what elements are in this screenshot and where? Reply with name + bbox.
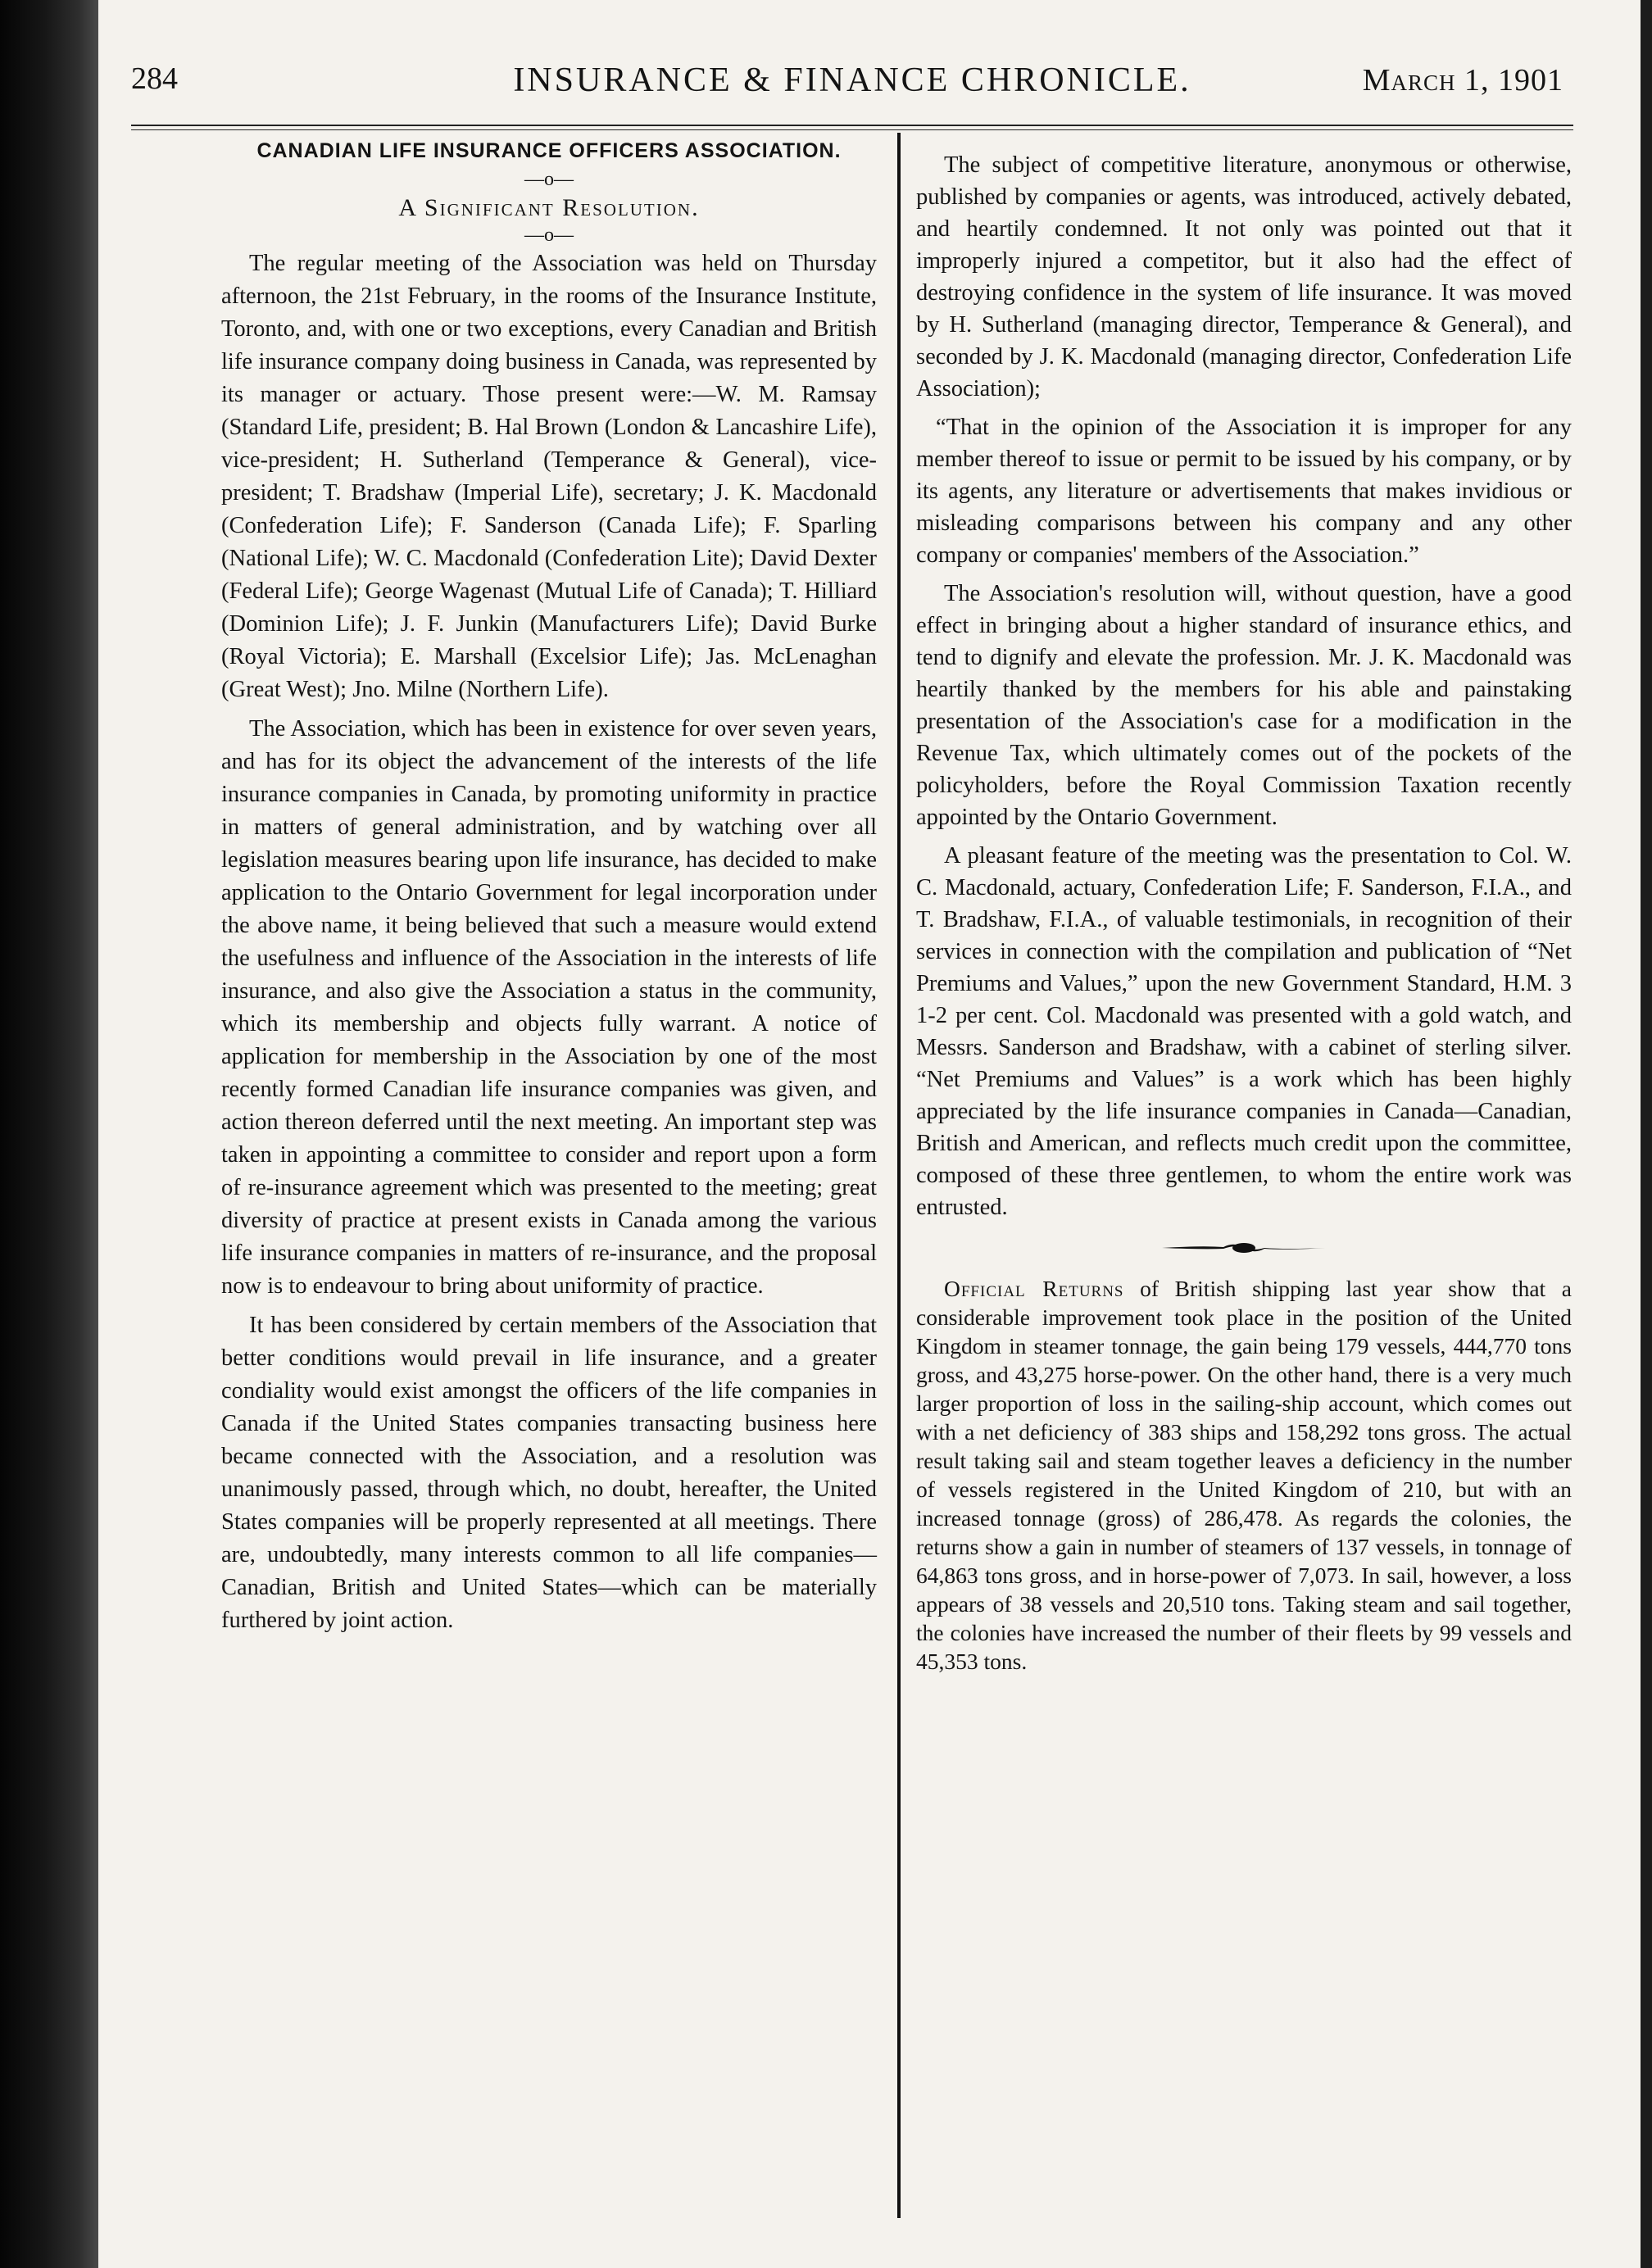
paragraph-meeting: The regular meeting of the Association was held on Thursday afternoon, the 21st February, in the rooms of the Insurance Institute, Toronto, and, with one or two exceptions, every Canadian and British life insurance company doing business in Canada, was represented by its manager or actuary. Those present were:—W. M. Ramsay (Standard Life, president; B. Hal Brown (London & Lancashire Life), vice-president; H. Sutherland (Temperance & General), vice-president; T. Bradshaw (Imperial Life), secretary; J. K. Macdonald (Confederation Life); F. Sanderson (Canada Life); F. Sparling (National Life); W. C. Macdonald (Confederation Lite); David Dexter (Federal Life); George Wagenast (Mutual Life of Canada); T. Hilliard (Dominion Life); J. F. Junkin (Manufacturers Life); David Burke (Royal Victoria); E. Marshall (Excelsior Life); Jas. McLenaghan (Great West); Jno. Milne (Northern Life). [221,251,877,702]
paragraph-competitive-literature: The subject of competitive literature, anonymous or otherwise, published by companies or agents, was introduced, actively debated, and heartily condemned. It not only was pointed out that it improperly injured a competitor, but it also had the effect of destroying confidence in the system of life insurance. It was moved by H. Sutherland (managing director, Temperance & General), and seconded by J. K. Macdonald (managing director, Confederation Life Association); [916,152,1572,401]
paragraph-incorporation: The Association, which has been in existence for over seven years, and has for its object the advancement of the interests of the life insurance companies in Canada, by promoting uniformity in practice in matters of general administration, and by watching over all legislation measures bearing upon life insurance, has decided to make application to the Ontario Government for legal incorporation under the above name, it being believed that such a measure would extend the usefulness and influence of the Association in the interests of life insurance, and also give the Association a status in the community, which its membership and objects fully warrant. A notice of application for membership in the Association by one of the most recently formed Canadian life insurance companies was given, and action thereon deferred until the next meeting. An important step was taken in appointing a committee to consider and report upon a form of re-insurance agreement which was presented to the meeting; great diversity of practice at present exists in Canada among the various life insurance companies in matters of re-insurance, and the proposal now is to endeavour to bring about uniformity of practice. [221,716,877,1299]
paragraph-resolution-quote: “That in the opinion of the Association it is improper for any member thereof to issue or permit to be issued by his company, or by its agents, any literature or advertisements that makes invidious or misleading comparisons between his company and any other company or companies' members of the Association.” [916,415,1572,568]
journal-title: INSURANCE & FINANCE CHRONICLE. [513,61,1191,99]
header-rule [131,125,1573,130]
shipping-returns-paragraph [916,1274,1572,1676]
paragraph-testimonials: A pleasant feature of the meeting was the presentation to Col. W. C. Macdonald, actuary, Confederation Life; F. Sanderson, F.I.A., and T. Bradshaw, F.I.A., of valuable testimonials, in recognition of their services in connection with the compilation and publication of “Net Premiums and Values,” upon the new Government Standard, H.M. 3 1-2 per cent. Col. Macdonald was presented with a gold watch, and Messrs. Sanderson and Bradshaw, with a cabinet of sterling silver. “Net Premiums and Values” is a work which has been highly appreciated by the life insurance companies in Canada—Canadian, British and American, and reflects much credit upon the committee, composed of these three gentlemen, to whom the entire work was entrusted. [916,843,1572,1220]
article-title: CANADIAN LIFE INSURANCE OFFICERS ASSOCIATION. [256,139,842,162]
column-rule [897,133,901,2218]
right-column [916,149,1572,1682]
section-divider-ornament [1162,1240,1326,1256]
shipping-text: of British shipping last year show that a considerable improvement took place in the position of the United Kingdom in steamer tonnage, the gain being 179 vessels, 444,770 tons gross, and 43,275 horse-power. On the other hand, there is a very much larger proportion of loss in the sailing-ship account, which comes out with a net deficiency of 383 ships and 158,292 tons gross. The actual result taking sail and steam together leaves a deficiency in the number of vessels registered in the United Kingdom of 210, but with an increased tonnage (gross) of 286,478. As regards the colonies, the returns show a gain in number of steamers of 137 vessels, in tonnage of 64,863 tons gross, and in horse-power of 7,073. In sail, however, a loss appears of 38 vessels and 20,510 tons. Taking steam and sail together, the colonies have increased the number of their fleets by 99 vessels and 45,353 tons. [916,1276,1572,1674]
page-number: 284 [131,61,178,96]
title-ornament: —o— [524,169,574,190]
issue-date: March 1, 1901 [1362,63,1564,98]
left-column [221,134,877,1644]
shipping-lead: Official Returns [944,1276,1124,1301]
subtitle-ornament: —o— [524,225,574,246]
running-head [131,61,1573,110]
article-subtitle: A Significant Resolution. [398,194,700,221]
book-binding-shadow [0,0,98,2268]
paragraph-united-states: It has been considered by certain members of the Association that better conditions would prevail in life insurance, and a greater condiality would exist amongst the officers of the life companies in Canada if the United States companies transacting business here became connected with the Association, and a resolution was unanimously passed, through which, no doubt, hereafter, the United States companies will be properly represented at all meetings. There are, undoubtedly, many interests common to all life companies—Canadian, British and United States—which can be materially furthered by joint action. [221,1313,877,1633]
page-edge-shadow [1641,0,1652,2268]
paragraph-resolution-effect: The Association's resolution will, without question, have a good effect in bringing about a higher standard of insurance ethics, and tend to dignify and elevate the profession. Mr. J. K. Macdonald was heartily thanked by the members for his able and painstaking presentation of the Association's case for a modification in the Revenue Tax, which ultimately comes out of the pockets of the policyholders, before the Royal Commission Taxation recently appointed by the Ontario Government. [916,581,1572,830]
